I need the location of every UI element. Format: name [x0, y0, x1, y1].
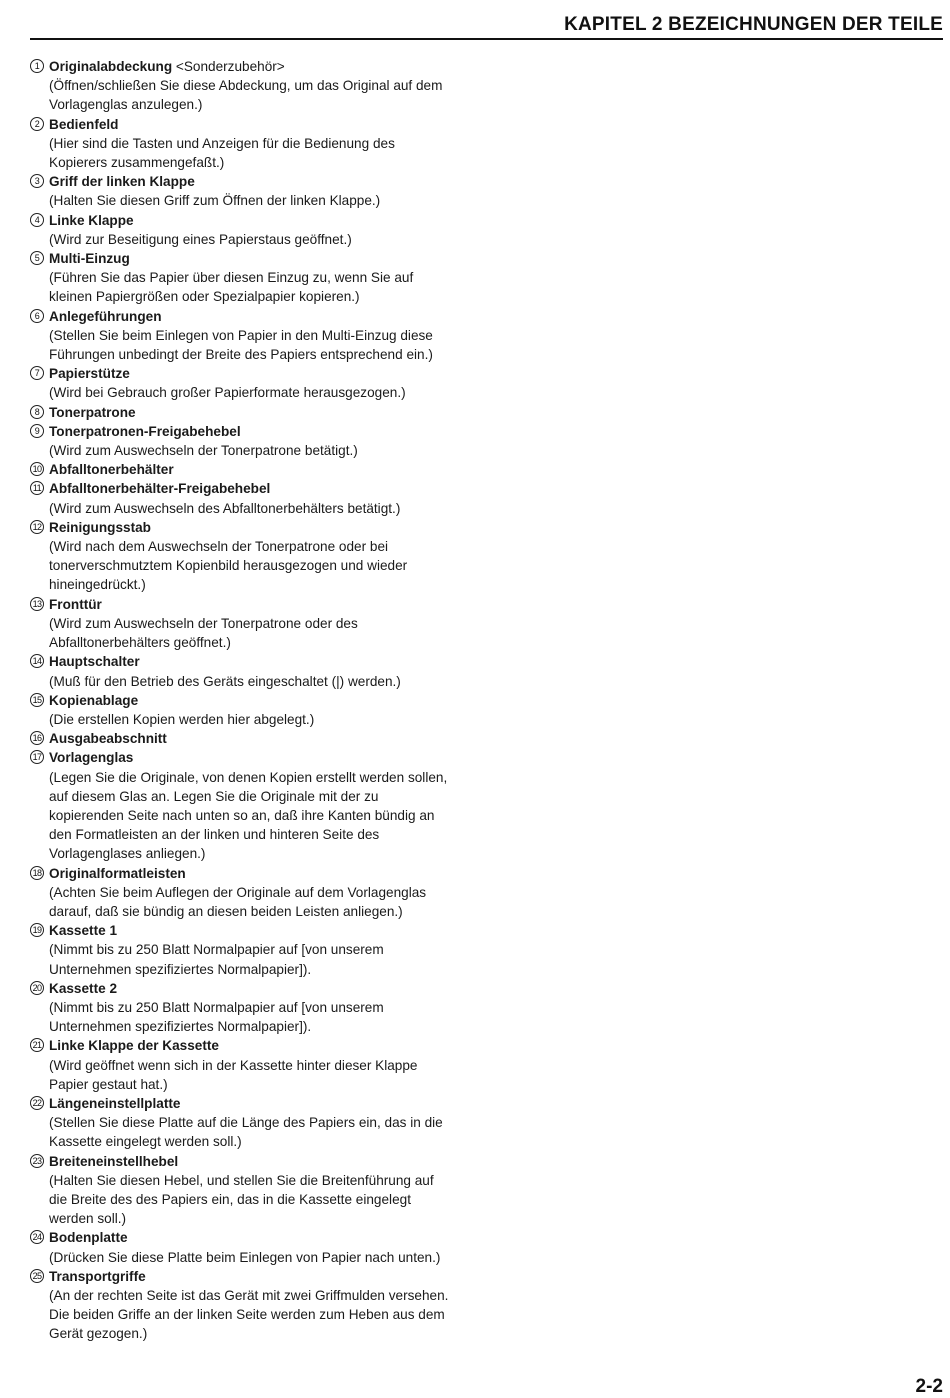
list-item: [30, 1152, 470, 1229]
item-number-badge: 5: [30, 251, 44, 265]
list-item: [30, 748, 470, 863]
item-number-badge: 1: [30, 59, 44, 73]
list-item: [30, 364, 470, 402]
item-number-badge: 9: [30, 424, 44, 438]
item-title: Tonerpatrone: [49, 404, 136, 420]
list-item: [30, 595, 470, 653]
item-description: (An der rechten Seite ist das Gerät mit zwei Griffmulden versehen. Die beiden Griffe an der linken Seite werden zum Heben aus dem Gerät gezogen.): [49, 1288, 449, 1342]
item-title: Papierstütze: [49, 366, 130, 382]
item-title: Reinigungsstab: [49, 519, 151, 535]
item-title: Vorlagenglas: [49, 750, 134, 766]
item-title: Längeneinstellplatte: [49, 1095, 181, 1111]
item-title: Kassette 2: [49, 980, 118, 996]
item-description: (Wird zum Auswechseln der Tonerpatrone betätigt.): [49, 443, 358, 459]
list-item: [30, 172, 470, 210]
item-title-note: <Sonderzubehör>: [172, 59, 285, 74]
item-number-badge: 3: [30, 174, 44, 188]
list-item: [30, 1228, 470, 1266]
item-description: (Führen Sie das Papier über diesen Einzug zu, wenn Sie auf kleinen Papiergrößen oder Spezialpapier kopieren.): [49, 270, 414, 305]
list-item: [30, 403, 470, 422]
item-title: Breiteneinstellhebel: [49, 1153, 179, 1169]
list-item: [30, 211, 470, 249]
item-number-badge: 12: [30, 520, 44, 534]
list-item: [30, 57, 470, 115]
list-item: [30, 115, 470, 173]
item-title: Originalabdeckung: [49, 59, 173, 74]
item-title: Originalformatleisten: [49, 865, 186, 881]
list-item: [30, 1267, 470, 1344]
list-item: [30, 729, 470, 748]
item-description: (Wird zum Auswechseln der Tonerpatrone oder des Abfalltonerbehälters geöffnet.): [49, 615, 358, 651]
item-title: Abfalltonerbehälter-Freigabehebel: [49, 481, 271, 497]
item-description: (Wird geöffnet wenn sich in der Kassette hinter dieser Klappe Papier gestaut hat.): [49, 1057, 418, 1092]
item-description: (Stellen Sie beim Einlegen von Papier in den Multi-Einzug diese Führungen unbedingt der Breite des Papiers entsprechend ein.): [49, 327, 433, 363]
item-description: (Die erstellen Kopien werden hier abgelegt.): [49, 711, 315, 727]
item-title: Transportgriffe: [49, 1268, 146, 1284]
list-item: [30, 249, 470, 307]
item-title: Bedienfeld: [49, 116, 119, 132]
item-number-badge: 17: [30, 750, 44, 764]
item-title: Bodenplatte: [49, 1230, 128, 1246]
list-item: [30, 921, 470, 979]
item-title: Griff der linken Klappe: [49, 174, 195, 190]
parts-list: [30, 57, 470, 1344]
list-item: [30, 691, 470, 729]
list-item: [30, 460, 470, 479]
list-item: [30, 479, 470, 517]
item-number-badge: 21: [30, 1038, 44, 1052]
item-title: Ausgabeabschnitt: [49, 731, 167, 747]
list-item: [30, 422, 470, 460]
item-description: (Nimmt bis zu 250 Blatt Normalpapier auf [von unserem Unternehmen spezifiziertes Normalpapier]).: [49, 999, 384, 1035]
item-number-badge: 23: [30, 1154, 44, 1168]
item-description: (Wird bei Gebrauch großer Papierformate herausgezogen.): [49, 385, 406, 401]
item-number-badge: 18: [30, 866, 44, 880]
list-item: [30, 518, 470, 595]
item-number-badge: 24: [30, 1230, 44, 1244]
item-title: Multi-Einzug: [49, 251, 130, 267]
item-description: (Drücken Sie diese Platte beim Einlegen von Papier nach unten.): [49, 1249, 441, 1265]
item-title: Hauptschalter: [49, 654, 140, 670]
chapter-title: KAPITEL 2 BEZEICHNUNGEN DER TEILE: [564, 14, 943, 35]
list-item: [30, 979, 470, 1037]
item-number-badge: 11: [30, 481, 44, 495]
item-title: Tonerpatronen-Freigabehebel: [49, 423, 241, 439]
item-description: (Legen Sie die Originale, von denen Kopien erstellt werden sollen, auf diesem Glas an. Legen Sie die Originale mit der zu kopierenden Seite nach unten so an, daß ihre Kanten bündig an den Formatleisten an der linken und hinteren Seite des Vorlagenglases anliegen.): [49, 769, 448, 862]
list-item: [30, 652, 470, 690]
item-description: (Nimmt bis zu 250 Blatt Normalpapier auf [von unserem Unternehmen spezifiziertes Normalpapier]).: [49, 942, 384, 977]
item-number-badge: 25: [30, 1269, 44, 1283]
list-item: [30, 307, 470, 365]
item-description: (Halten Sie diesen Griff zum Öffnen der linken Klappe.): [49, 193, 381, 209]
item-title: Fronttür: [49, 596, 102, 612]
item-number-badge: 15: [30, 693, 44, 707]
item-number-badge: 13: [30, 597, 44, 611]
page-number: 2-2: [915, 1376, 943, 1397]
item-number-badge: 4: [30, 213, 44, 227]
item-description: (Halten Sie diesen Hebel, und stellen Sie die Breitenführung auf die Breite des des Papiers ein, das in die Kassette eingelegt werden soll.): [49, 1172, 434, 1227]
item-number-badge: 7: [30, 366, 44, 380]
item-title: Abfalltonerbehälter: [49, 462, 174, 478]
item-number-badge: 2: [30, 117, 44, 131]
item-description: (Wird zum Auswechseln des Abfalltonerbehälters betätigt.): [49, 500, 401, 516]
chapter-header: [30, 14, 943, 40]
list-item: [30, 1094, 470, 1152]
item-title: Kopienablage: [49, 692, 139, 708]
item-number-badge: 20: [30, 981, 44, 995]
item-description: (Wird zur Beseitigung eines Papierstaus geöffnet.): [49, 231, 352, 247]
item-number-badge: 6: [30, 309, 44, 323]
list-item: [30, 1036, 470, 1094]
item-title: Linke Klappe: [49, 212, 134, 228]
item-number-badge: 16: [30, 731, 44, 745]
item-number-badge: 22: [30, 1096, 44, 1110]
item-description: (Achten Sie beim Auflegen der Originale auf dem Vorlagenglas darauf, daß sie bündig an diesen beiden Leisten anliegen.): [49, 884, 427, 919]
item-number-badge: 14: [30, 654, 44, 668]
item-number-badge: 8: [30, 405, 44, 419]
list-item: [30, 864, 470, 922]
item-description: (Hier sind die Tasten und Anzeigen für die Bedienung des Kopierers zusammengefaßt.): [49, 135, 395, 171]
item-number-badge: 10: [30, 462, 44, 476]
item-description: (Öffnen/schließen Sie diese Abdeckung, um das Original auf dem Vorlagenglas anzulegen.): [49, 78, 443, 113]
item-description: (Muß für den Betrieb des Geräts eingeschaltet (|) werden.): [49, 673, 401, 689]
item-description: (Wird nach dem Auswechseln der Tonerpatrone oder bei tonerverschmutztem Kopienbild herausgezogen und wieder hineingedrückt.): [49, 539, 408, 593]
item-title: Anlegeführungen: [49, 308, 162, 324]
item-description: (Stellen Sie diese Platte auf die Länge des Papiers ein, das in die Kassette eingelegt werden soll.): [49, 1115, 443, 1150]
item-number-badge: 19: [30, 923, 44, 937]
item-title: Linke Klappe der Kassette: [49, 1038, 219, 1054]
item-title: Kassette 1: [49, 923, 118, 939]
